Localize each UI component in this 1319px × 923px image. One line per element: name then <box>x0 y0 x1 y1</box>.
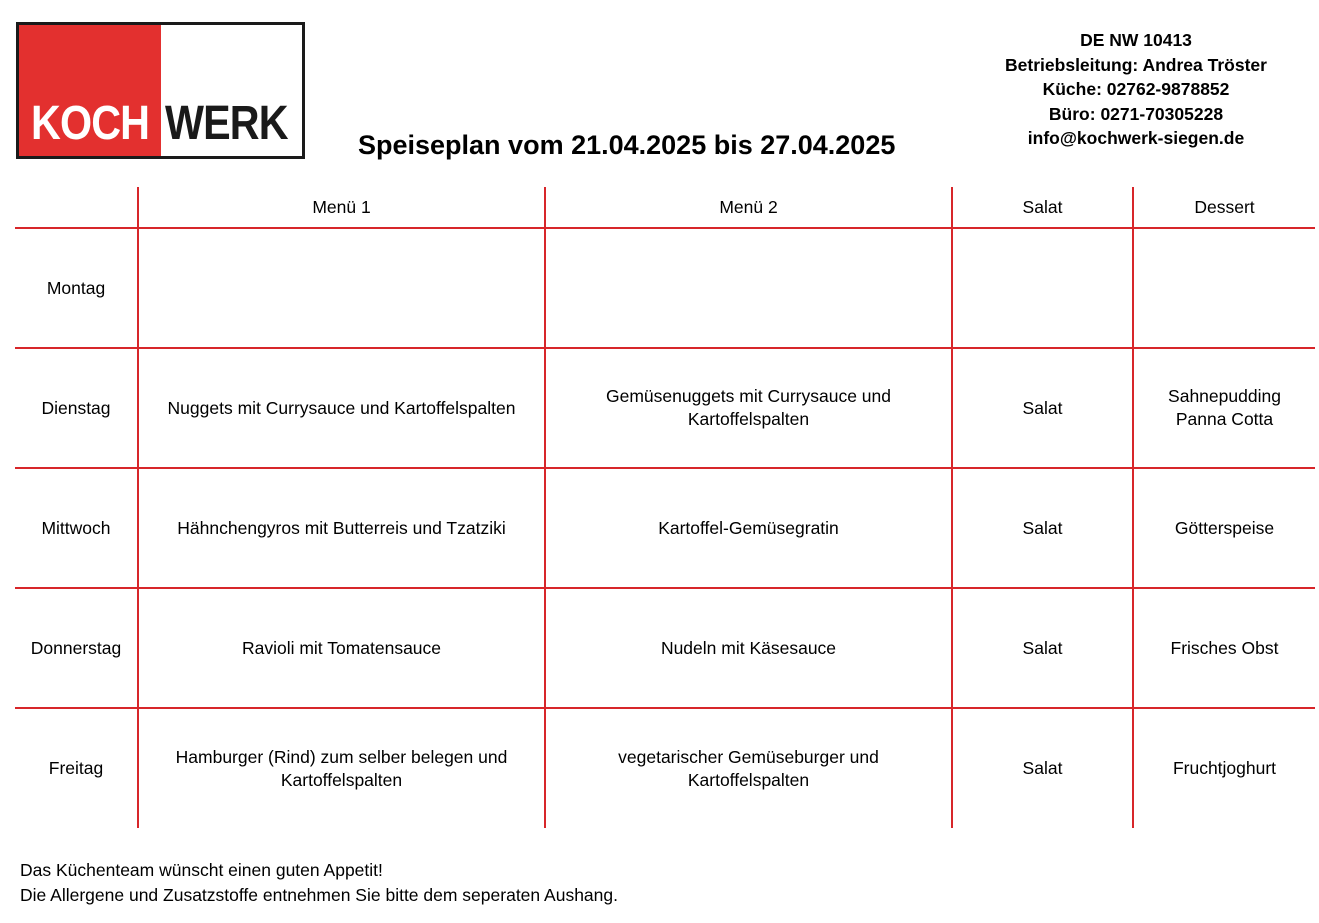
page-title: Speiseplan vom 21.04.2025 bis 27.04.2025 <box>358 130 896 160</box>
day-cell: Mittwoch <box>15 468 138 588</box>
logo-white-panel <box>161 25 302 156</box>
salad-cell: Salat <box>952 588 1133 708</box>
menu-2-cell: Nudeln mit Käsesauce <box>545 588 952 708</box>
footer-notes <box>20 858 618 907</box>
dessert-cell: Frisches Obst <box>1133 588 1315 708</box>
table-row <box>15 468 1315 588</box>
header-day <box>15 187 138 228</box>
header-menu-2: Menü 2 <box>545 187 952 228</box>
salad-cell: Salat <box>952 348 1133 468</box>
menu-1-cell: Hamburger (Rind) zum selber belegen und Kartoffelspalten <box>138 708 545 828</box>
day-cell: Montag <box>15 228 138 348</box>
menu-2-cell <box>545 228 952 348</box>
table-row <box>15 588 1315 708</box>
dessert-cell: Fruchtjoghurt <box>1133 708 1315 828</box>
day-cell: Donnerstag <box>15 588 138 708</box>
footer-appetite-note: Das Küchenteam wünscht einen guten Appetit! <box>20 860 383 880</box>
dessert-cell: Götterspeise <box>1133 468 1315 588</box>
contact-email: info@kochwerk-siegen.de <box>1027 128 1245 148</box>
logo-red-panel <box>19 25 161 156</box>
office-phone: Büro: 0271-70305228 <box>1048 103 1224 124</box>
menu-2-cell: Gemüsenuggets mit Currysauce und Kartoffelspalten <box>545 348 952 468</box>
menu-1-cell: Ravioli mit Tomatensauce <box>138 588 545 708</box>
dessert-cell: Sahnepudding Panna Cotta <box>1133 348 1315 468</box>
management-name: Betriebsleitung: Andrea Tröster <box>1005 54 1267 75</box>
logo-text-werk: WERK <box>165 97 288 150</box>
header-dessert: Dessert <box>1133 187 1315 228</box>
table-row <box>15 708 1315 828</box>
menu-2-cell: Kartoffel-Gemüsegratin <box>545 468 952 588</box>
menu-table <box>15 187 1315 828</box>
day-cell: Freitag <box>15 708 138 828</box>
kitchen-phone: Küche: 02762-9878852 <box>1042 79 1230 99</box>
contact-block <box>975 28 1297 151</box>
table-row <box>15 228 1315 348</box>
salad-cell <box>952 228 1133 348</box>
footer-allergen-note: Die Allergene und Zusatzstoffe entnehmen Sie bitte dem seperaten Aushang. <box>20 884 618 905</box>
menu-1-cell <box>138 228 545 348</box>
table-header-row <box>15 187 1315 228</box>
header-menu-1: Menü 1 <box>138 187 545 228</box>
table-row <box>15 348 1315 468</box>
business-id: DE NW 10413 <box>1080 30 1192 50</box>
day-cell: Dienstag <box>15 348 138 468</box>
menu-1-cell: Nuggets mit Currysauce und Kartoffelspalten <box>138 348 545 468</box>
logo-text-koch: KOCH <box>31 97 150 150</box>
salad-cell: Salat <box>952 708 1133 828</box>
header-salad: Salat <box>952 187 1133 228</box>
salad-cell: Salat <box>952 468 1133 588</box>
menu-2-cell: vegetarischer Gemüseburger und Kartoffelspalten <box>545 708 952 828</box>
dessert-cell <box>1133 228 1315 348</box>
kochwerk-logo <box>16 22 305 159</box>
menu-1-cell: Hähnchengyros mit Butterreis und Tzatziki <box>138 468 545 588</box>
